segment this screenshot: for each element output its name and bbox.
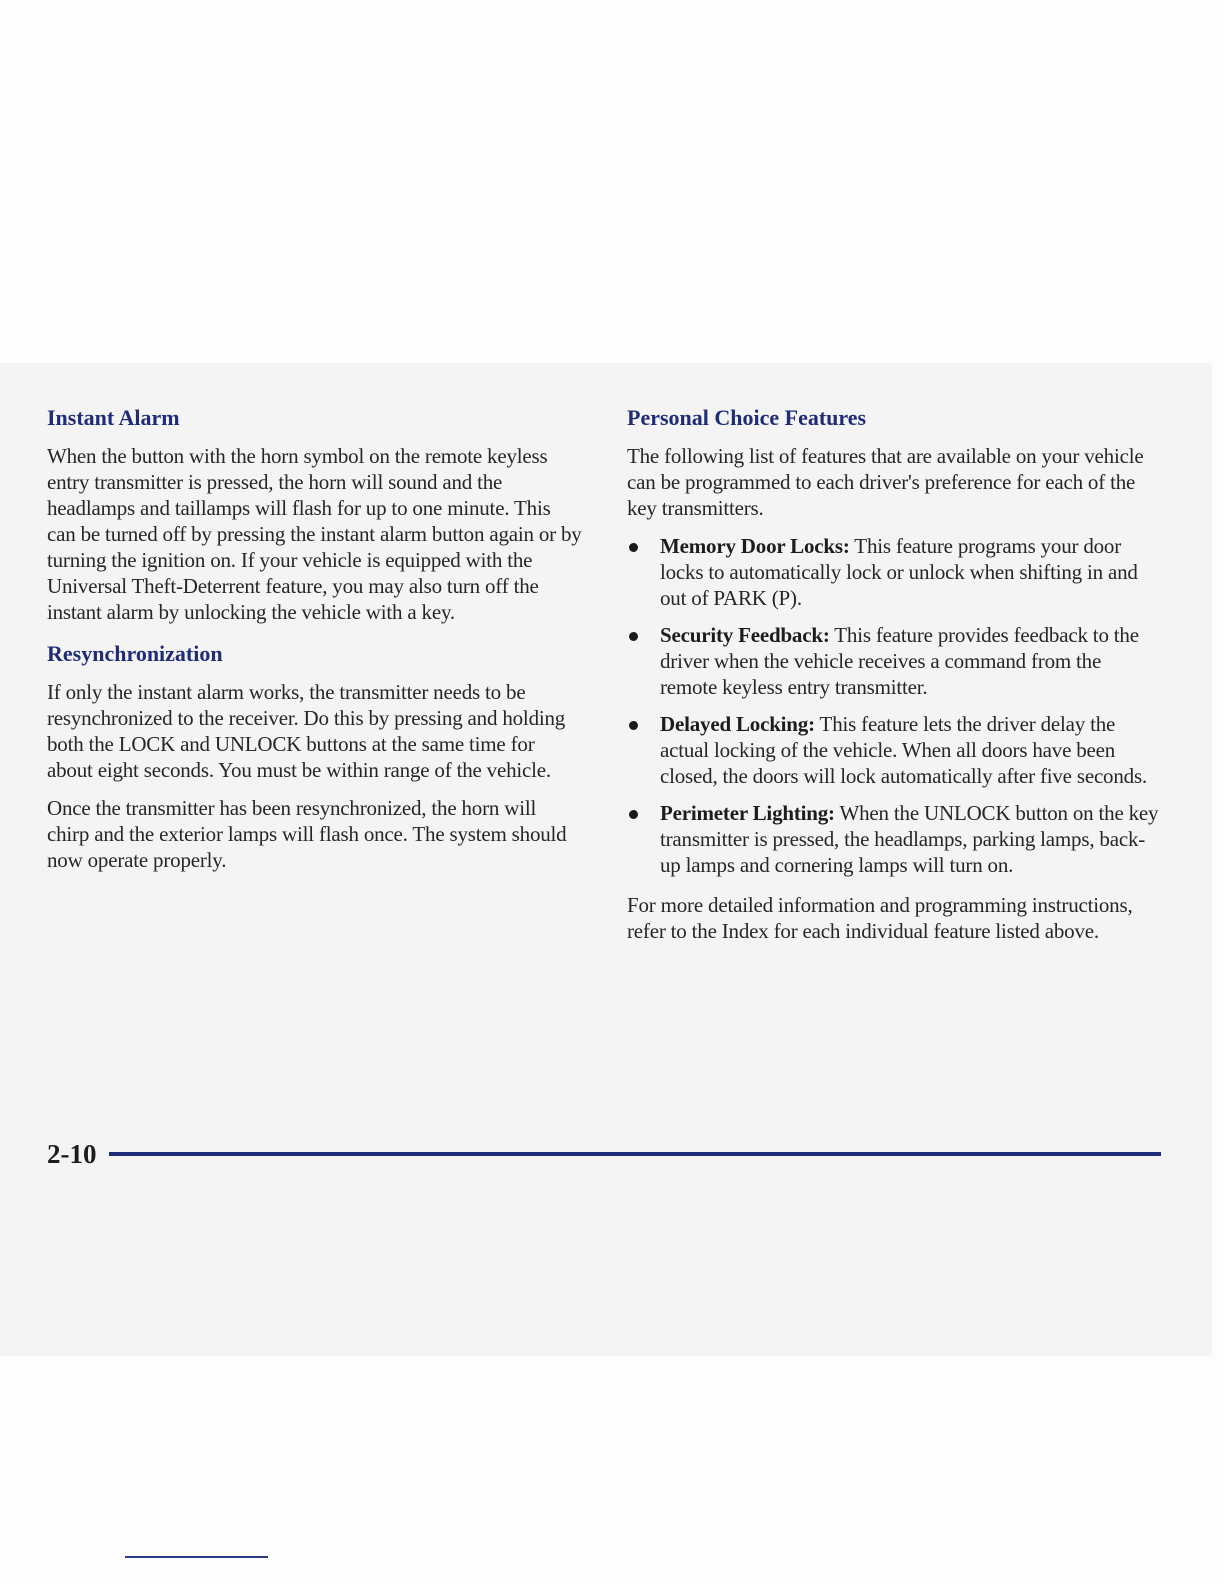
feature-term: Security Feedback: [660,623,830,647]
closing-paragraph: For more detailed information and programming instructions, refer to the Index for each individual feature listed above. [627,893,1133,943]
feature-description: This feature lets the driver delay the actual locking of the vehicle. When all doors have been closed, the doors will lock automatically after five seconds. [660,712,1147,788]
feature-item-security-feedback [627,622,1159,700]
page-number: 2-10 [47,1139,97,1169]
bottom-divider [125,1556,268,1558]
resynchronization-paragraph-2: Once the transmitter has been resynchronized, the horn will chirp and the exterior lamps will flash once. The system should now operate properly. [47,796,567,872]
bullet-icon [629,721,638,730]
feature-description: This feature provides feedback to the driver when the vehicle receives a command from the remote keyless entry transmitter. [660,623,1139,699]
manual-page [0,363,1212,1356]
left-column [47,403,582,885]
feature-term: Delayed Locking: [660,712,815,736]
feature-term: Perimeter Lighting: [660,801,835,825]
personal-choice-features-heading: Personal Choice Features [627,405,867,430]
bullet-icon [629,810,638,819]
feature-item-perimeter-lighting [627,800,1159,878]
feature-list [627,533,1159,878]
instant-alarm-heading: Instant Alarm [47,405,180,430]
right-column [627,403,1159,954]
personal-choice-intro: The following list of features that are available on your vehicle can be programmed to each driver's preference for each of the key transmitters. [627,444,1144,520]
feature-description: When the UNLOCK button on the key transmitter is pressed, the headlamps, parking lamps, back-up lamps and cornering lamps will turn on. [660,801,1159,877]
feature-description: This feature programs your door locks to automatically lock or unlock when shifting in and out of PARK (P). [660,534,1138,610]
resynchronization-heading: Resynchronization [47,641,223,666]
bullet-icon [629,543,638,552]
feature-item-delayed-locking [627,711,1159,789]
feature-item-memory-door-locks [627,533,1159,611]
page-footer [47,1138,1162,1174]
bullet-icon [629,632,638,641]
footer-rule [109,1152,1161,1156]
resynchronization-paragraph-1: If only the instant alarm works, the transmitter needs to be resynchronized to the receiver. Do this by pressing and holding both the LOCK and UNLOCK buttons at the same time for about eight seconds. You must be within range of the vehicle. [47,680,566,782]
instant-alarm-paragraph: When the button with the horn symbol on the remote keyless entry transmitter is pressed, the horn will sound and the headlamps and taillamps will flash for up to one minute. This can be turned off by pressing the instant alarm button again or by turning the ignition on. If your vehicle is equipped with the Universal Theft-Deterrent feature, you may also turn off the instant alarm by unlocking the vehicle with a key. [47,444,582,624]
feature-term: Memory Door Locks: [660,534,850,558]
